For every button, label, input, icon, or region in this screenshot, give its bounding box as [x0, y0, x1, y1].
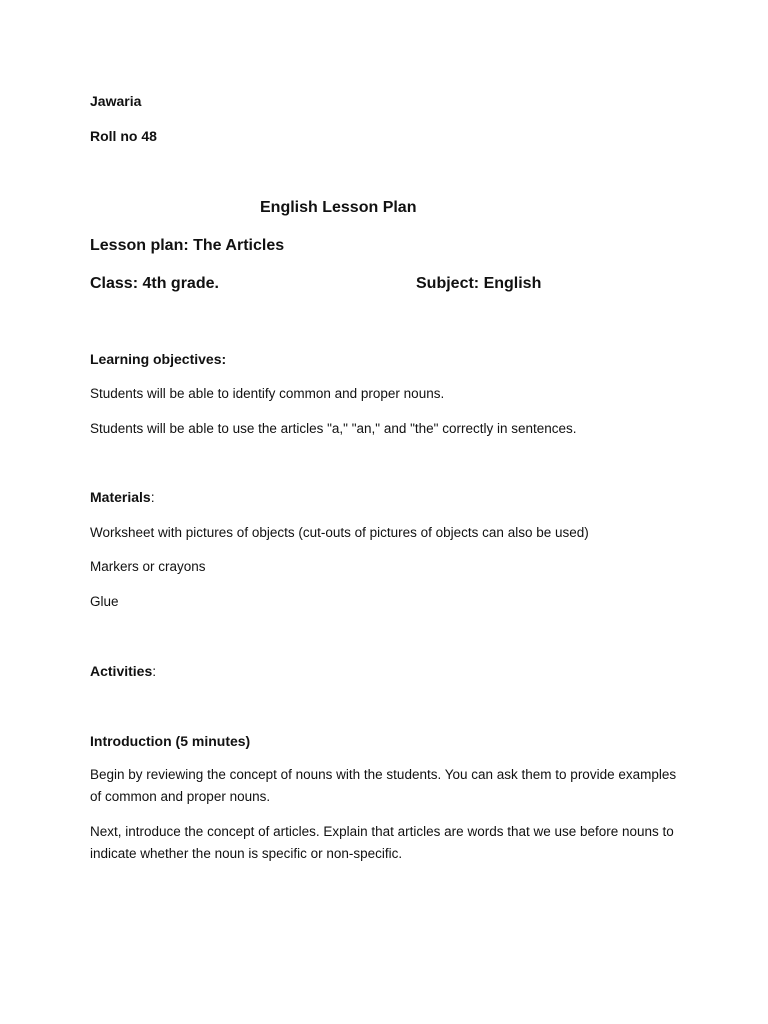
document-title: English Lesson Plan [260, 199, 417, 216]
material-item: Worksheet with pictures of objects (cut-outs of pictures of objects can also be used) [90, 525, 589, 540]
student-name: Jawaria [90, 93, 142, 109]
objectives-heading: Learning objectives: [90, 351, 227, 367]
material-item: Markers or crayons [90, 559, 206, 574]
activities-colon: : [152, 663, 157, 679]
materials-colon: : [150, 489, 155, 505]
lesson-title: Lesson plan: The Articles [90, 237, 285, 254]
introduction-heading: Introduction (5 minutes) [90, 733, 251, 749]
materials-label: Materials [90, 489, 151, 505]
objective-item: Students will be able to identify common and proper nouns. [90, 386, 445, 401]
introduction-paragraph: Next, introduce the concept of articles. Explain that articles are words that we use before nouns to indicate whether the noun is specific or non-specific. [90, 824, 674, 861]
activities-label: Activities [90, 663, 153, 679]
objective-item: Students will be able to use the articles "a," "an," and "the" correctly in sentences. [90, 421, 577, 436]
material-item: Glue [90, 594, 119, 609]
introduction-paragraph: Begin by reviewing the concept of nouns with the students. You can ask them to provide examples of common and proper nouns. [90, 767, 677, 804]
roll-number: Roll no 48 [90, 128, 157, 144]
subject-label: Subject: English [416, 275, 542, 292]
materials-heading [90, 489, 155, 505]
class-label: Class: 4th grade. [90, 275, 219, 292]
activities-heading [90, 663, 156, 679]
